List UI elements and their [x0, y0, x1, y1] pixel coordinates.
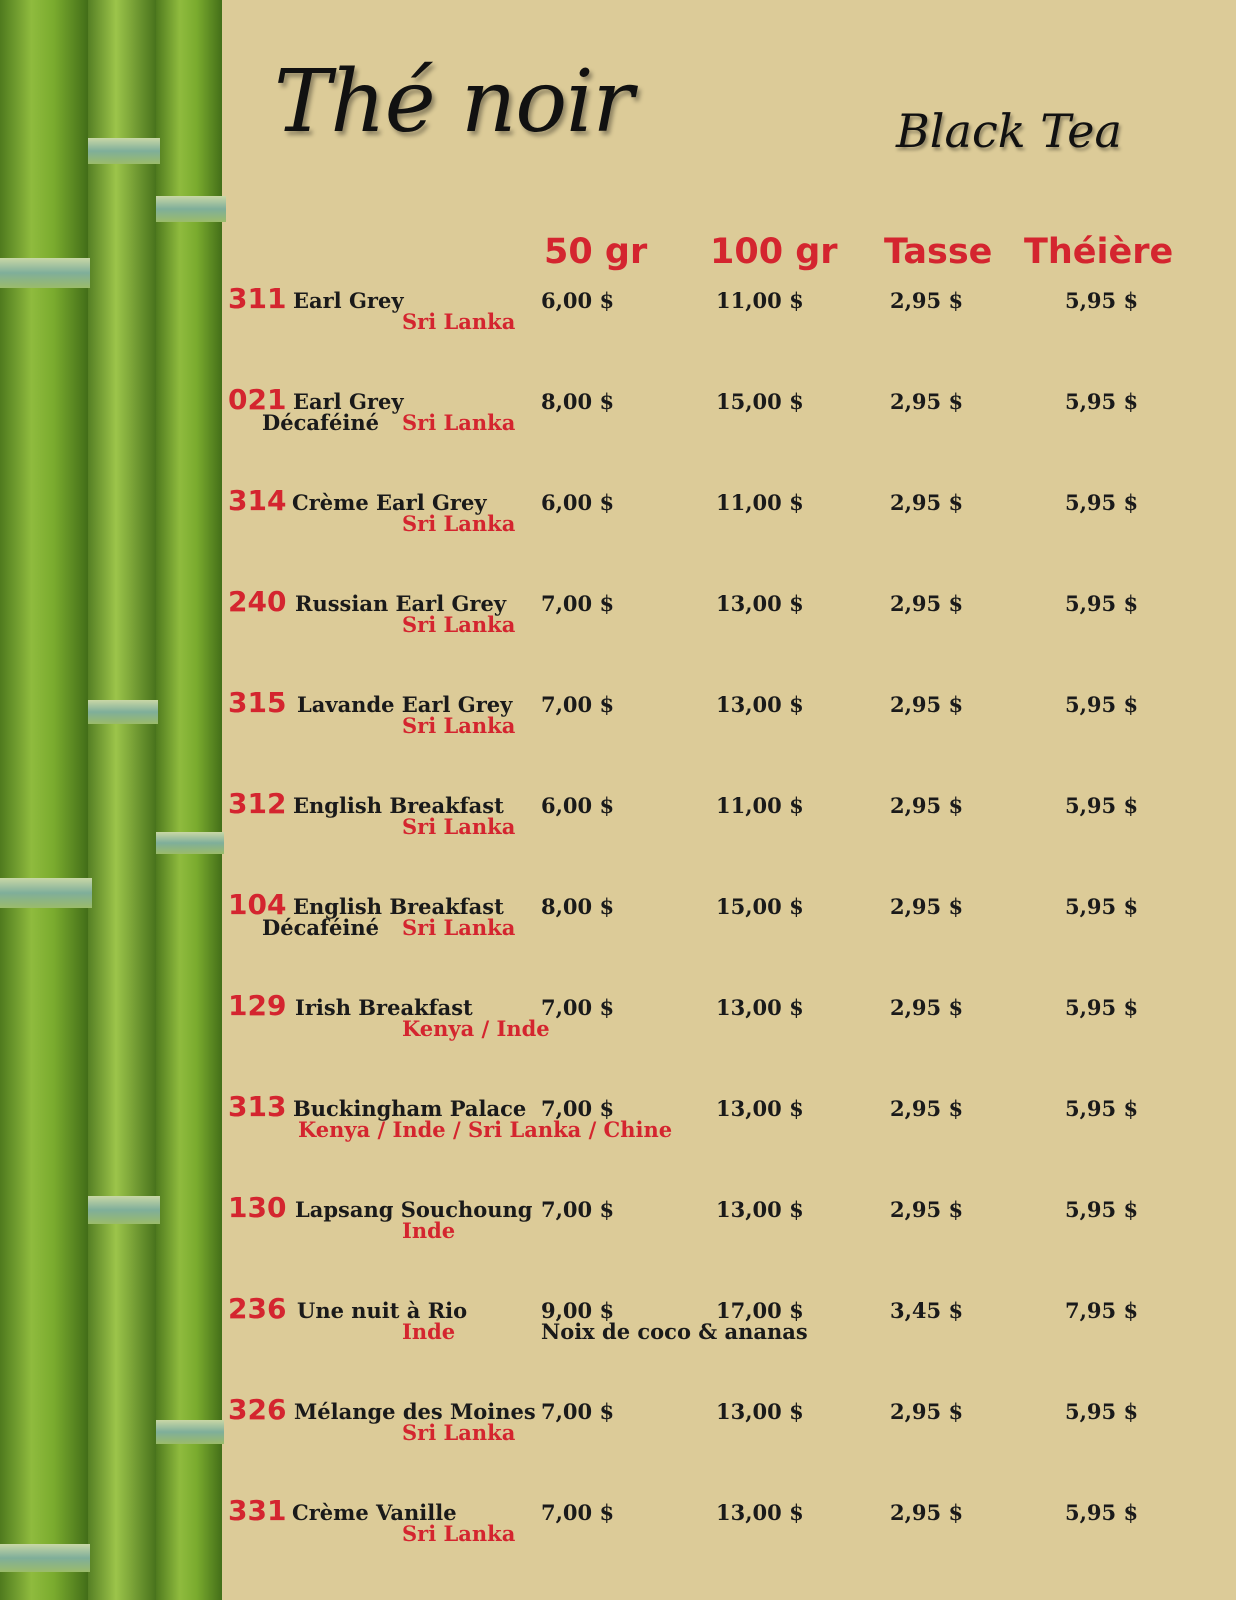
tea-origin: Sri Lanka: [402, 410, 516, 435]
price-cup: 2,95 $: [890, 894, 964, 919]
tea-origin: Sri Lanka: [402, 1420, 516, 1445]
tea-row: [0, 1191, 1236, 1291]
tea-subname: Décaféiné: [262, 915, 379, 940]
tea-origin: Sri Lanka: [402, 309, 516, 334]
price-pot: 7,95 $: [1065, 1298, 1139, 1323]
price-pot: 5,95 $: [1065, 1399, 1139, 1424]
price-100g: 13,00 $: [716, 1399, 804, 1424]
tea-name: Lapsang Souchoung: [295, 1197, 533, 1222]
price-100g: 11,00 $: [716, 288, 804, 313]
price-100g: 13,00 $: [716, 692, 804, 717]
tea-row: [0, 1090, 1236, 1190]
price-50g: 8,00 $: [541, 894, 615, 919]
tea-origin: Sri Lanka: [402, 1521, 516, 1546]
price-50g: 7,00 $: [541, 692, 615, 717]
tea-row: [0, 1393, 1236, 1493]
tea-number: 130: [228, 1191, 287, 1224]
tea-name: Mélange des Moines: [294, 1399, 536, 1424]
tea-number: 326: [228, 1393, 287, 1426]
price-pot: 5,95 $: [1065, 288, 1139, 313]
price-pot: 5,95 $: [1065, 1197, 1139, 1222]
column-header-pot: Théière: [1024, 232, 1174, 272]
tea-origin: Sri Lanka: [402, 713, 516, 738]
tea-name: Crème Earl Grey: [292, 490, 487, 515]
tea-name: Buckingham Palace: [293, 1096, 527, 1121]
tea-row: [0, 1494, 1236, 1594]
price-pot: 5,95 $: [1065, 591, 1139, 616]
price-50g: 7,00 $: [541, 1197, 615, 1222]
tea-name: Irish Breakfast: [295, 995, 473, 1020]
tea-note: Noix de coco & ananas: [541, 1319, 808, 1344]
price-cup: 2,95 $: [890, 389, 964, 414]
price-pot: 5,95 $: [1065, 894, 1139, 919]
tea-origin: Inde: [402, 1319, 456, 1344]
tea-name: English Breakfast: [293, 793, 504, 818]
tea-row: [0, 787, 1236, 887]
price-50g: 7,00 $: [541, 591, 615, 616]
price-cup: 3,45 $: [890, 1298, 964, 1323]
price-cup: 2,95 $: [890, 288, 964, 313]
tea-origin: Sri Lanka: [402, 814, 516, 839]
tea-origin: Sri Lanka: [402, 612, 516, 637]
tea-row: [0, 484, 1236, 584]
tea-number: 313: [228, 1090, 287, 1123]
tea-number: 236: [228, 1292, 287, 1325]
tea-number: 312: [228, 787, 287, 820]
price-cup: 2,95 $: [890, 1197, 964, 1222]
tea-row: [0, 282, 1236, 382]
price-cup: 2,95 $: [890, 490, 964, 515]
tea-row: [0, 1292, 1236, 1392]
tea-name: Earl Grey: [293, 288, 404, 313]
tea-origin: Kenya / Inde / Sri Lanka / Chine: [298, 1117, 673, 1142]
price-100g: 17,00 $: [716, 1298, 804, 1323]
tea-number: 129: [228, 989, 287, 1022]
tea-origin: Sri Lanka: [402, 915, 516, 940]
tea-name: English Breakfast: [293, 894, 504, 919]
tea-number: 315: [228, 686, 287, 719]
price-100g: 15,00 $: [716, 389, 804, 414]
tea-name: Une nuit à Rio: [297, 1298, 468, 1323]
price-pot: 5,95 $: [1065, 995, 1139, 1020]
price-cup: 2,95 $: [890, 793, 964, 818]
price-pot: 5,95 $: [1065, 1500, 1139, 1525]
price-pot: 5,95 $: [1065, 490, 1139, 515]
price-50g: 6,00 $: [541, 490, 615, 515]
tea-row: [0, 989, 1236, 1089]
price-50g: 7,00 $: [541, 995, 615, 1020]
price-100g: 13,00 $: [716, 1500, 804, 1525]
price-100g: 11,00 $: [716, 793, 804, 818]
tea-number: 331: [228, 1494, 287, 1527]
price-50g: 6,00 $: [541, 793, 615, 818]
price-100g: 13,00 $: [716, 1197, 804, 1222]
price-50g: 7,00 $: [541, 1096, 615, 1121]
tea-origin: Kenya / Inde: [402, 1016, 550, 1041]
price-100g: 13,00 $: [716, 995, 804, 1020]
price-cup: 2,95 $: [890, 692, 964, 717]
column-header-50g: 50 gr: [544, 232, 648, 272]
column-header-cup: Tasse: [884, 232, 993, 272]
price-50g: 7,00 $: [541, 1500, 615, 1525]
tea-origin: Inde: [402, 1218, 456, 1243]
price-cup: 2,95 $: [890, 995, 964, 1020]
tea-number: 314: [228, 484, 287, 517]
price-100g: 13,00 $: [716, 591, 804, 616]
tea-row: [0, 686, 1236, 786]
price-50g: 9,00 $: [541, 1298, 615, 1323]
tea-subname: Décaféiné: [262, 410, 379, 435]
page-subtitle: Black Tea: [896, 104, 1122, 158]
tea-row: [0, 383, 1236, 483]
tea-number: 104: [228, 888, 287, 921]
page-title: Thé noir: [274, 52, 633, 152]
tea-name: Russian Earl Grey: [295, 591, 507, 616]
price-pot: 5,95 $: [1065, 692, 1139, 717]
tea-origin: Sri Lanka: [402, 511, 516, 536]
tea-name: Lavande Earl Grey: [297, 692, 513, 717]
price-50g: 7,00 $: [541, 1399, 615, 1424]
column-header-100g: 100 gr: [710, 232, 838, 272]
tea-number: 240: [228, 585, 287, 618]
tea-number: 311: [228, 282, 287, 315]
price-cup: 2,95 $: [890, 591, 964, 616]
price-pot: 5,95 $: [1065, 389, 1139, 414]
price-50g: 8,00 $: [541, 389, 615, 414]
tea-row: [0, 888, 1236, 988]
price-100g: 13,00 $: [716, 1096, 804, 1121]
price-cup: 2,95 $: [890, 1399, 964, 1424]
tea-name: Earl Grey: [293, 389, 404, 414]
price-cup: 2,95 $: [890, 1500, 964, 1525]
price-cup: 2,95 $: [890, 1096, 964, 1121]
tea-number: 021: [228, 383, 287, 416]
price-pot: 5,95 $: [1065, 1096, 1139, 1121]
price-pot: 5,95 $: [1065, 793, 1139, 818]
tea-row: [0, 585, 1236, 685]
tea-name: Crème Vanille: [292, 1500, 457, 1525]
price-100g: 15,00 $: [716, 894, 804, 919]
price-100g: 11,00 $: [716, 490, 804, 515]
price-50g: 6,00 $: [541, 288, 615, 313]
